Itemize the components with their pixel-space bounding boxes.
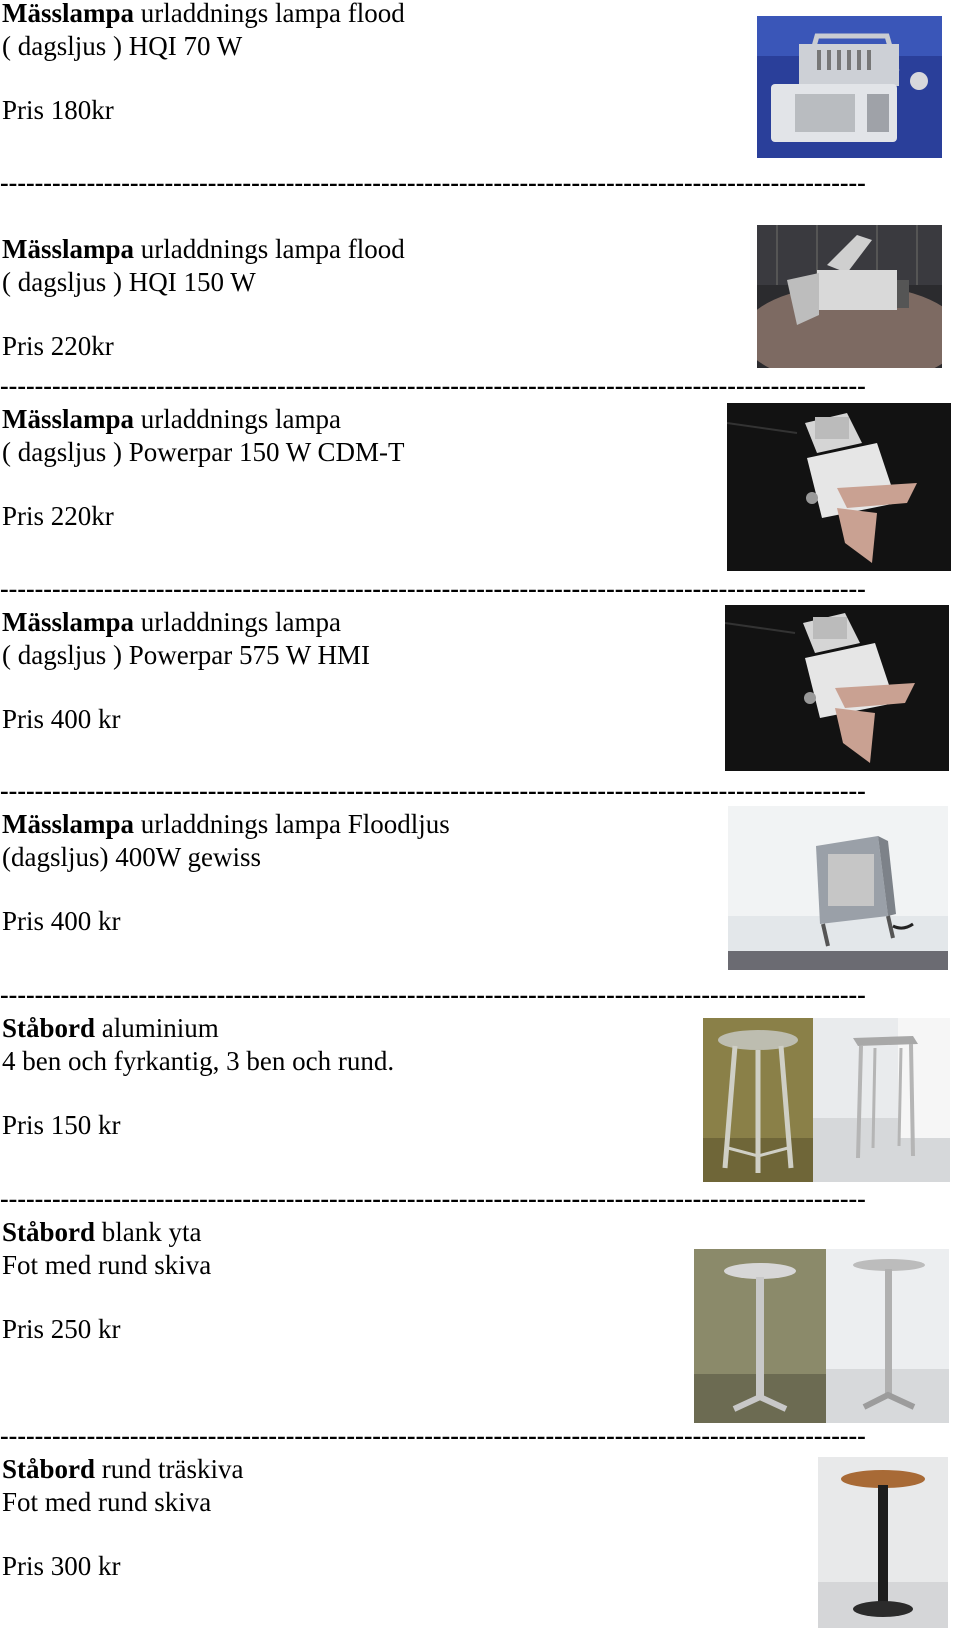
separator-line: ----------------------------------------------------------------------------------------------------	[0, 576, 866, 602]
product-title: Mässlampa urladdnings lampa flood	[2, 234, 405, 264]
product-spec: Fot med rund skiva	[2, 1250, 212, 1280]
product-title: Ståbord blank yta	[2, 1217, 202, 1247]
separator-line: ----------------------------------------------------------------------------------------------------	[0, 982, 866, 1008]
product-price: Pris 250 kr	[2, 1314, 121, 1344]
product-price: Pris 300 kr	[2, 1551, 121, 1581]
product-price: Pris 220kr	[2, 501, 114, 531]
separator-line: ----------------------------------------------------------------------------------------------------	[0, 1423, 866, 1449]
powerpar-lamp-photo	[727, 403, 951, 571]
product-title: Mässlampa urladdnings lampa flood	[2, 0, 405, 28]
aluminium-table-square-photo	[813, 1018, 950, 1182]
hqi-lamp-photo	[757, 225, 942, 368]
product-title: Mässlampa urladdnings lampa	[2, 607, 341, 637]
product-spec: ( dagsljus ) Powerpar 575 W HMI	[2, 640, 370, 670]
wooden-top-table-photo	[818, 1457, 948, 1628]
floodlight-gewiss-photo	[728, 806, 948, 970]
product-price: Pris 400 kr	[2, 704, 121, 734]
product-price: Pris 150 kr	[2, 1110, 121, 1140]
separator-line: ----------------------------------------------------------------------------------------------------	[0, 170, 866, 196]
product-price: Pris 220kr	[2, 331, 114, 361]
product-spec: ( dagsljus ) HQI 150 W	[2, 267, 256, 297]
bistro-table-photo-2	[826, 1249, 949, 1423]
product-title: Mässlampa urladdnings lampa	[2, 404, 341, 434]
aluminium-table-round-photo	[703, 1018, 813, 1182]
powerpar-hmi-lamp-photo	[725, 605, 949, 771]
bistro-table-photo-1	[694, 1249, 826, 1423]
product-spec: 4 ben och fyrkantig, 3 ben och rund.	[2, 1046, 395, 1076]
product-spec: ( dagsljus ) Powerpar 150 W CDM-T	[2, 437, 405, 467]
product-spec: Fot med rund skiva	[2, 1487, 212, 1517]
product-title: Ståbord aluminium	[2, 1013, 219, 1043]
flood-lamp-photo	[757, 16, 942, 158]
separator-line: ----------------------------------------------------------------------------------------------------	[0, 1186, 866, 1212]
product-title: Mässlampa urladdnings lampa Floodljus	[2, 809, 450, 839]
separator-line: ----------------------------------------------------------------------------------------------------	[0, 778, 866, 804]
product-price: Pris 400 kr	[2, 906, 121, 936]
product-price: Pris 180kr	[2, 95, 114, 125]
product-title: Ståbord rund träskiva	[2, 1454, 244, 1484]
product-spec: (dagsljus) 400W gewiss	[2, 842, 261, 872]
separator-line: ----------------------------------------------------------------------------------------------------	[0, 373, 866, 399]
product-spec: ( dagsljus ) HQI 70 W	[2, 31, 243, 61]
